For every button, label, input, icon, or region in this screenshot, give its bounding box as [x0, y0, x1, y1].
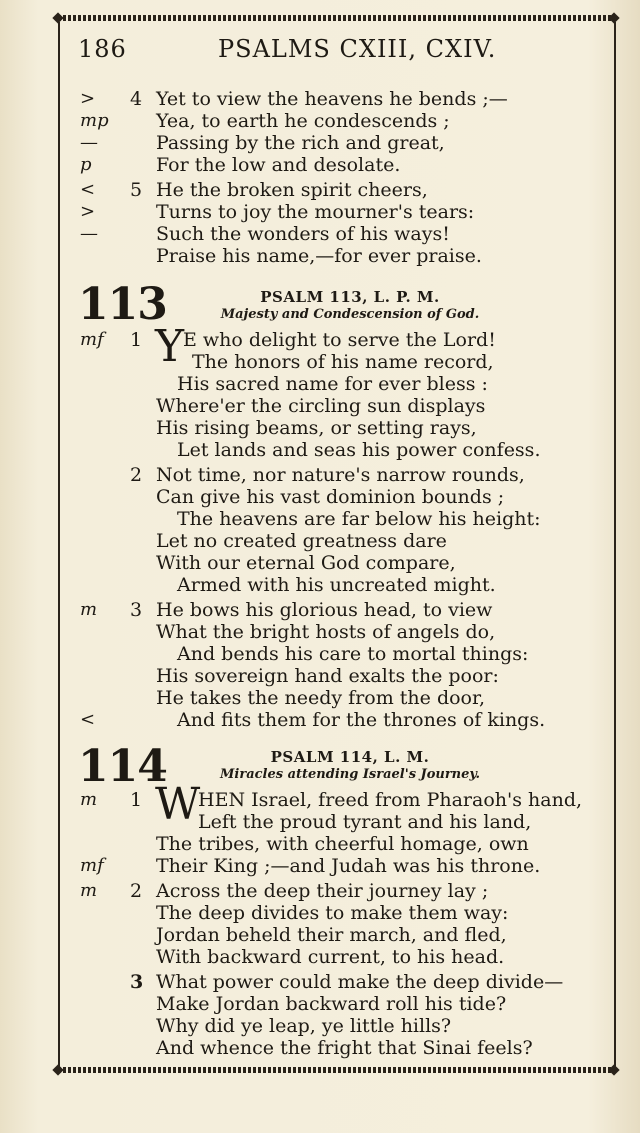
verse-line: Such the wonders of his ways!: [156, 223, 450, 245]
dynamic-mark: mp: [80, 110, 109, 131]
page-number: 186: [78, 35, 127, 63]
verse-line: Yea, to earth he condescends ;: [156, 110, 450, 132]
dynamic-mark: >: [80, 88, 96, 109]
dynamic-mark: <: [80, 179, 96, 200]
verse-number: 4: [130, 88, 143, 110]
verse-line: Passing by the rich and great,: [156, 132, 445, 154]
verse-line: And whence the fright that Sinai feels?: [156, 1037, 533, 1059]
psalm-number: 113: [78, 279, 167, 330]
psalm-heading: PSALM 114, L. M.: [270, 748, 430, 766]
right-border-rule: [614, 22, 616, 1067]
verse-line: His sacred name for ever bless :: [177, 373, 488, 395]
verse-line: He takes the needy from the door,: [156, 687, 486, 709]
verse-line: He the broken spirit cheers,: [156, 179, 428, 201]
drop-cap: W: [155, 779, 201, 830]
psalm-subtitle: Majesty and Condescension of God.: [220, 307, 480, 322]
verse-line: Praise his name,—for ever praise.: [156, 245, 482, 267]
verse-number: 1: [130, 329, 143, 351]
verse-line: Yet to view the heavens he bends ;—: [156, 88, 508, 110]
psalm-heading: PSALM 113, L. P. M.: [260, 288, 440, 306]
verse-line: Let lands and seas his power confess.: [177, 439, 541, 461]
verse-number: 2: [130, 880, 143, 902]
dynamic-mark: m: [80, 599, 98, 620]
verse-line: Can give his vast dominion bounds ;: [156, 486, 505, 508]
dynamic-mark: —: [80, 223, 98, 244]
verse-line: HEN Israel, freed from Pharaoh's hand,: [198, 789, 583, 811]
verse-number: 3: [130, 599, 143, 621]
verse-line: Where'er the circling sun displays: [156, 395, 486, 417]
dynamic-mark: mf: [80, 855, 104, 876]
drop-cap: Y: [155, 321, 185, 372]
verse-line: Turns to joy the mourner's tears:: [156, 201, 475, 223]
dynamic-mark: m: [80, 880, 98, 901]
verse-line: Armed with his uncreated might.: [177, 574, 496, 596]
verse-line: The heavens are far below his height:: [177, 508, 541, 530]
dynamic-mark: m: [80, 789, 98, 810]
top-border-rule: [58, 15, 616, 21]
verse-line: His rising beams, or setting rays,: [156, 417, 477, 439]
verse-line: The tribes, with cheerful homage, own: [156, 833, 529, 855]
verse-line: Why did ye leap, ye little hills?: [156, 1015, 452, 1037]
page-header: [78, 35, 598, 71]
verse-line: The deep divides to make them way:: [156, 902, 509, 924]
verse-line: Not time, nor nature's narrow rounds,: [156, 464, 525, 486]
bottom-border-rule: [58, 1067, 616, 1073]
verse-number: 3: [130, 971, 144, 993]
verse-line: And fits them for the thrones of kings.: [177, 709, 546, 731]
verse-line: What power could make the deep divide—: [156, 971, 564, 993]
verse-number: 2: [130, 464, 143, 486]
verse-line: What the bright hosts of angels do,: [156, 621, 496, 643]
verse-line: And bends his care to mortal things:: [177, 643, 529, 665]
running-title: PSALMS CXIII, CXIV.: [218, 35, 497, 63]
verse-line: E who delight to serve the Lord!: [183, 329, 496, 351]
verse-line: His sovereign hand exalts the poor:: [156, 665, 499, 687]
verse-line: Their King ;—and Judah was his throne.: [156, 855, 541, 877]
verse-line: Jordan beheld their march, and fled,: [156, 924, 507, 946]
dynamic-mark: <: [80, 709, 96, 730]
dynamic-mark: p: [80, 154, 92, 175]
dynamic-mark: >: [80, 201, 96, 222]
verse-line: The honors of his name record,: [192, 351, 494, 373]
verse-line: With our eternal God compare,: [156, 552, 456, 574]
psalm-subtitle: Miracles attending Israel's Journey.: [220, 767, 480, 782]
verse-line: Across the deep their journey lay ;: [156, 880, 489, 902]
verse-line: Let no created greatness dare: [156, 530, 447, 552]
verse-line: With backward current, to his head.: [156, 946, 505, 968]
verse-line: For the low and desolate.: [156, 154, 401, 176]
verse-number: 1: [130, 789, 143, 811]
left-border-rule: [58, 22, 60, 1067]
verse-line: Make Jordan backward roll his tide?: [156, 993, 507, 1015]
psalm-number: 114: [78, 741, 167, 792]
verse-line: He bows his glorious head, to view: [156, 599, 493, 621]
dynamic-mark: —: [80, 132, 98, 153]
verse-number: 5: [130, 179, 143, 201]
dynamic-mark: mf: [80, 329, 104, 350]
verse-line: Left the proud tyrant and his land,: [198, 811, 532, 833]
